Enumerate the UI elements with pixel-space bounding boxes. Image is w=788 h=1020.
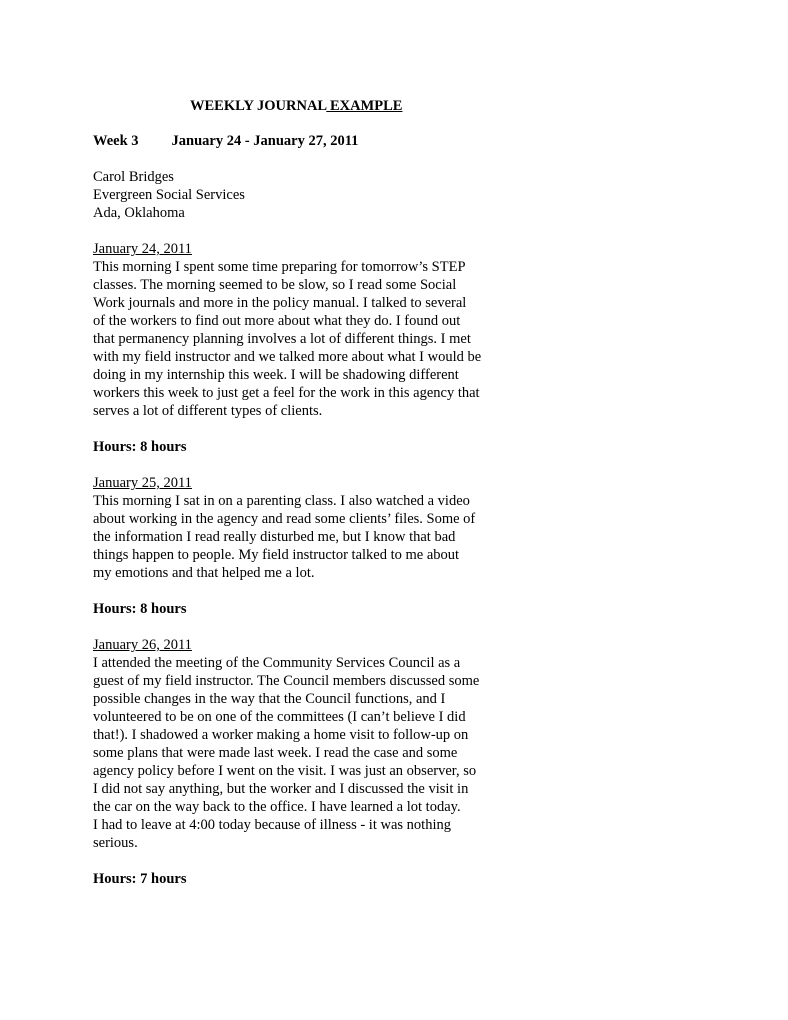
entry-date: January 24, 2011 [93,241,192,257]
contact-block [93,168,523,222]
contact-name: Carol Bridges [93,169,174,185]
journal-entry [93,240,523,456]
entry-hours: Hours: 8 hours [93,601,187,617]
journal-entry [93,636,523,888]
week-heading [93,132,523,150]
document-title [190,97,523,115]
entry-paragraph: This morning I spent some time preparing for tomorrow’s STEP classes. The morning seemed to be slow, so I read some Social Work journals and more in the policy manual. I talked to several of the workers to find out more about what they do. I found out that permanency planning involves a lot of different things. I met with my field instructor and we talked more about what I would be doing in my internship this week. I will be shadowing different workers this week to just get a feel for the work in this agency that serves a lot of different types of clients. [93,259,482,419]
title-text: WEEKLY JOURNAL [190,98,327,114]
week-label: Week 3 [93,133,139,149]
contact-location: Ada, Oklahoma [93,205,185,221]
journal-page [93,97,523,888]
week-dates: January 24 - January 27, 2011 [171,133,359,149]
entry-paragraph: I attended the meeting of the Community Services Council as a guest of my field instructor. The Council members discussed some possible changes in the way that the Council functions, and I volunteered to be on one of the committees (I can’t believe I did that!). I shadowed a worker making a home visit to follow-up on some plans that were made last week. I read the case and some agency policy before I went on the visit. I was just an observer, so I did not say anything, but the worker and I discussed the visit in the car on the way back to the office. I have learned a lot today. [93,655,480,815]
entry-hours: Hours: 7 hours [93,871,187,887]
entry-date: January 25, 2011 [93,475,192,491]
entry-paragraph: This morning I sat in on a parenting class. I also watched a video about working in the agency and read some clients’ files. Some of the information I read really disturbed me, but I know that bad things happen to people. My field instructor talked to me about my emotions and that helped me a lot. [93,493,476,581]
entry-hours: Hours: 8 hours [93,439,187,455]
contact-organization: Evergreen Social Services [93,187,245,203]
journal-entry [93,474,523,618]
entry-date: January 26, 2011 [93,637,192,653]
title-underlined-text: EXAMPLE [326,98,403,114]
entry-paragraph: I had to leave at 4:00 today because of illness - it was nothing serious. [93,817,451,851]
